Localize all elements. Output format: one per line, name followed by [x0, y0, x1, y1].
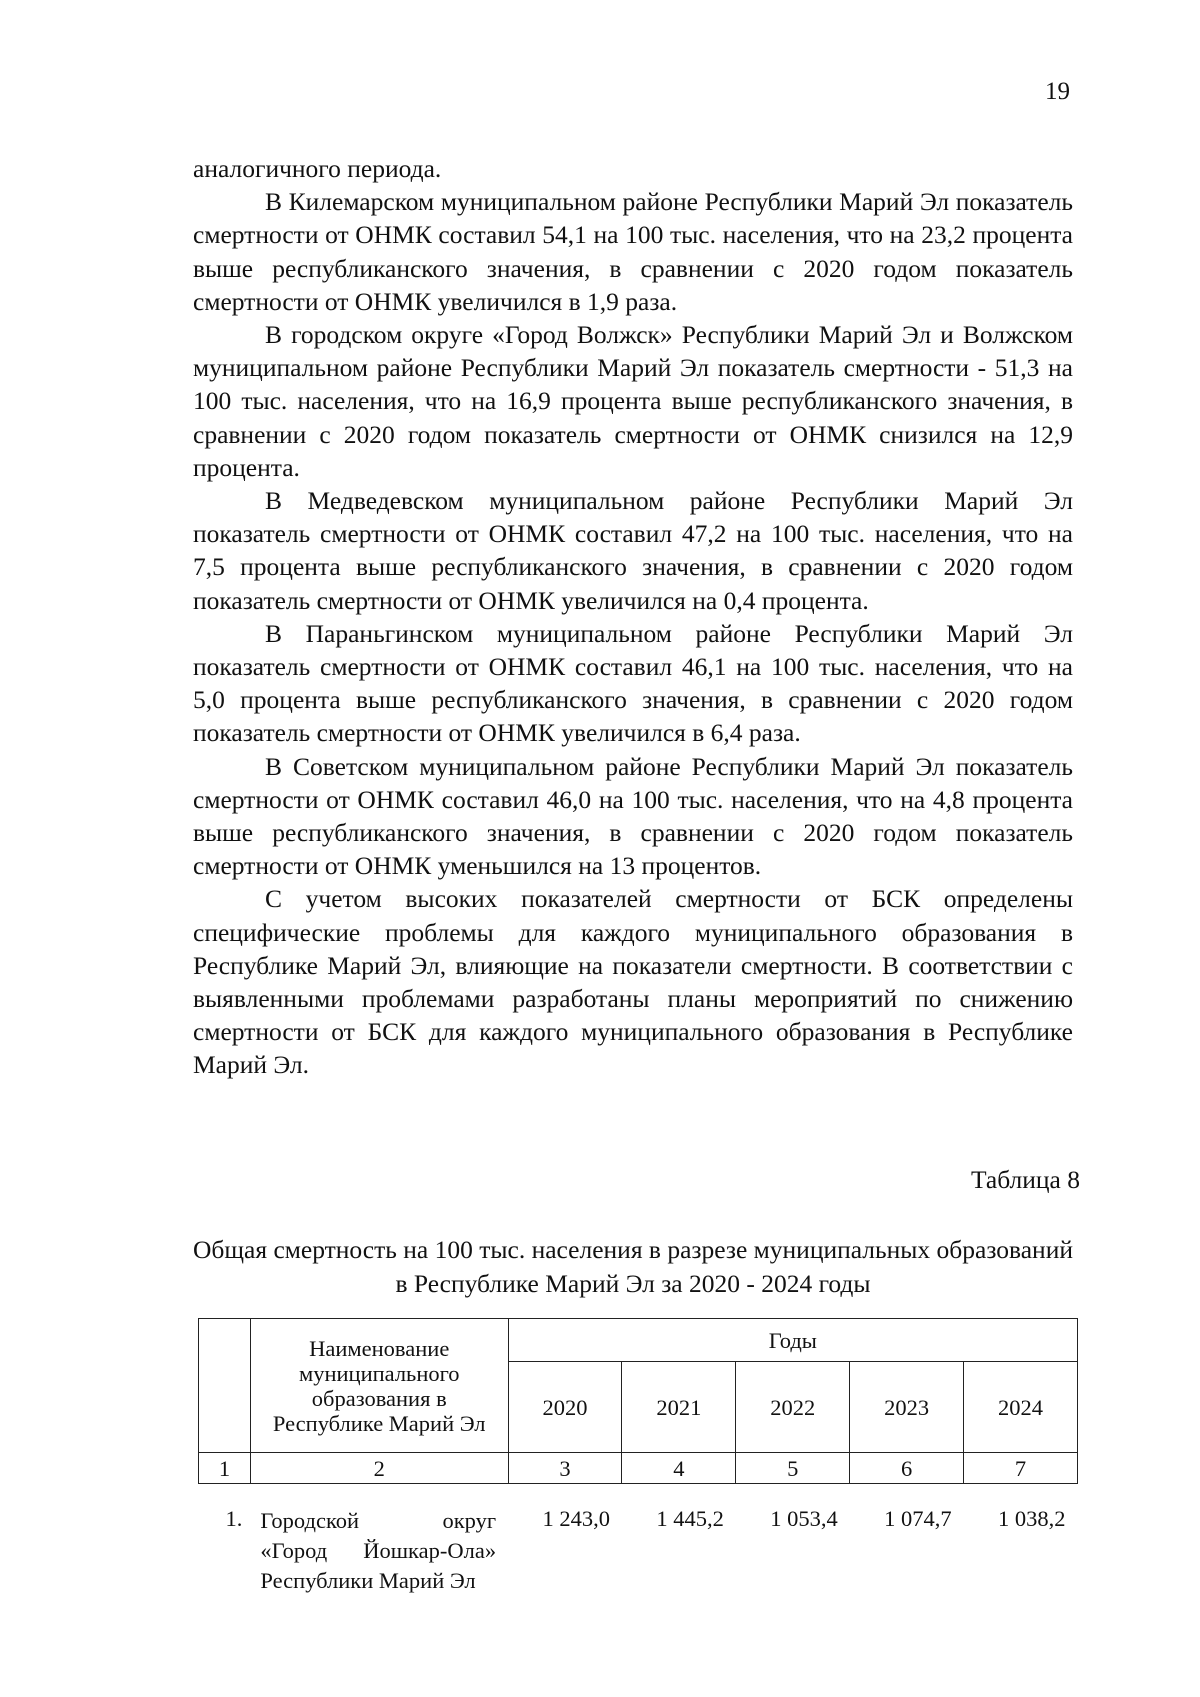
value-cell: 1 074,7 — [884, 1506, 952, 1531]
value-cell: 1 243,0 — [542, 1506, 610, 1531]
value-cell: 1 445,2 — [656, 1506, 724, 1531]
column-index: 2 — [250, 1453, 508, 1484]
name-word: Городской — [260, 1508, 360, 1533]
table-label: Таблица 8 — [970, 1165, 1080, 1194]
name-word: Йошкар-Ола» — [363, 1538, 497, 1563]
paragraph: аналогичного периода. — [193, 154, 442, 183]
paragraph: В Медведевском муниципальном районе Республики Марий Эл показатель смертности от ОНМК составил 47,2 на 100 тыс. населения, что на 7,5 процента выше республиканского значения, в сравнении с 2020 годом показатель смертности от ОНМК увеличился на 0,4 процента. — [193, 486, 1073, 615]
paragraph: В городском округе «Город Волжск» Республики Марий Эл и Волжском муниципальном районе Республики Марий Эл показатель смертности - 51,3 на 100 тыс. населения, что на 16,9 процента выше республиканского значения, в сравнении с 2020 годом показатель смертности от ОНМК снизился на 12,9 процента. — [193, 320, 1073, 482]
table-title: Общая смертность на 100 тыс. населения в разрезе муниципальных образований в Республике Марий Эл за 2020 - 2024 годы — [193, 1235, 1073, 1298]
column-index: 6 — [850, 1453, 964, 1484]
name-column-header: Наименование муниципального образования в Республике Марий Эл — [250, 1319, 508, 1453]
paragraph: В Килемарском муниципальном районе Республики Марий Эл показатель смертности от ОНМК составил 54,1 на 100 тыс. населения, что на 23,2 процента выше республиканского значения, в сравнении с 2020 годом показатель смертности от ОНМК увеличился в 1,9 раза. — [193, 187, 1073, 316]
municipality-name — [250, 1484, 508, 1599]
table-row — [199, 1484, 1078, 1599]
page-number: 19 — [1045, 78, 1070, 105]
number-column-header — [199, 1319, 251, 1453]
year-header: 2024 — [964, 1362, 1078, 1453]
row-index: 1. — [225, 1506, 243, 1531]
year-header: 2022 — [736, 1362, 850, 1453]
year-header: 2020 — [508, 1362, 622, 1453]
paragraph: В Параньгинском муниципальном районе Республики Марий Эл показатель смертности от ОНМК составил 46,1 на 100 тыс. населения, что на 5,0 процента выше республиканского значения, в сравнении с 2020 годом показатель смертности от ОНМК увеличился в 6,4 раза. — [193, 618, 1073, 748]
value-cell: 1 038,2 — [998, 1506, 1066, 1531]
year-header: 2023 — [850, 1362, 964, 1453]
column-index: 5 — [736, 1453, 850, 1484]
year-header: 2021 — [622, 1362, 736, 1453]
column-index: 7 — [964, 1453, 1078, 1484]
name-word: округ — [442, 1508, 497, 1533]
column-index: 4 — [622, 1453, 736, 1484]
column-index: 1 — [199, 1453, 251, 1484]
years-group-header: Годы — [508, 1319, 1077, 1362]
name-word: «Город — [260, 1538, 328, 1563]
paragraph: С учетом высоких показателей смертности от БСК определены специфические проблемы для каждого муниципального образования в Республике Марий Эл, влияющие на показатели смертности. В соответствии с выявленными проблемами разработаны планы мероприятий по снижению смертности от БСК для каждого муниципального образования в Республике Марий Эл. — [193, 884, 1073, 1080]
mortality-table — [198, 1318, 1078, 1598]
body-text — [193, 152, 1073, 1082]
name-line: Республики Марий Эл — [260, 1568, 476, 1593]
column-index: 3 — [508, 1453, 622, 1484]
paragraph: В Советском муниципальном районе Республики Марий Эл показатель смертности от ОНМК составил 46,0 на 100 тыс. населения, что на 4,8 процента выше республиканского значения, в сравнении с 2020 годом показатель смертности от ОНМК уменьшился на 13 процентов. — [193, 751, 1073, 881]
value-cell: 1 053,4 — [770, 1506, 838, 1531]
